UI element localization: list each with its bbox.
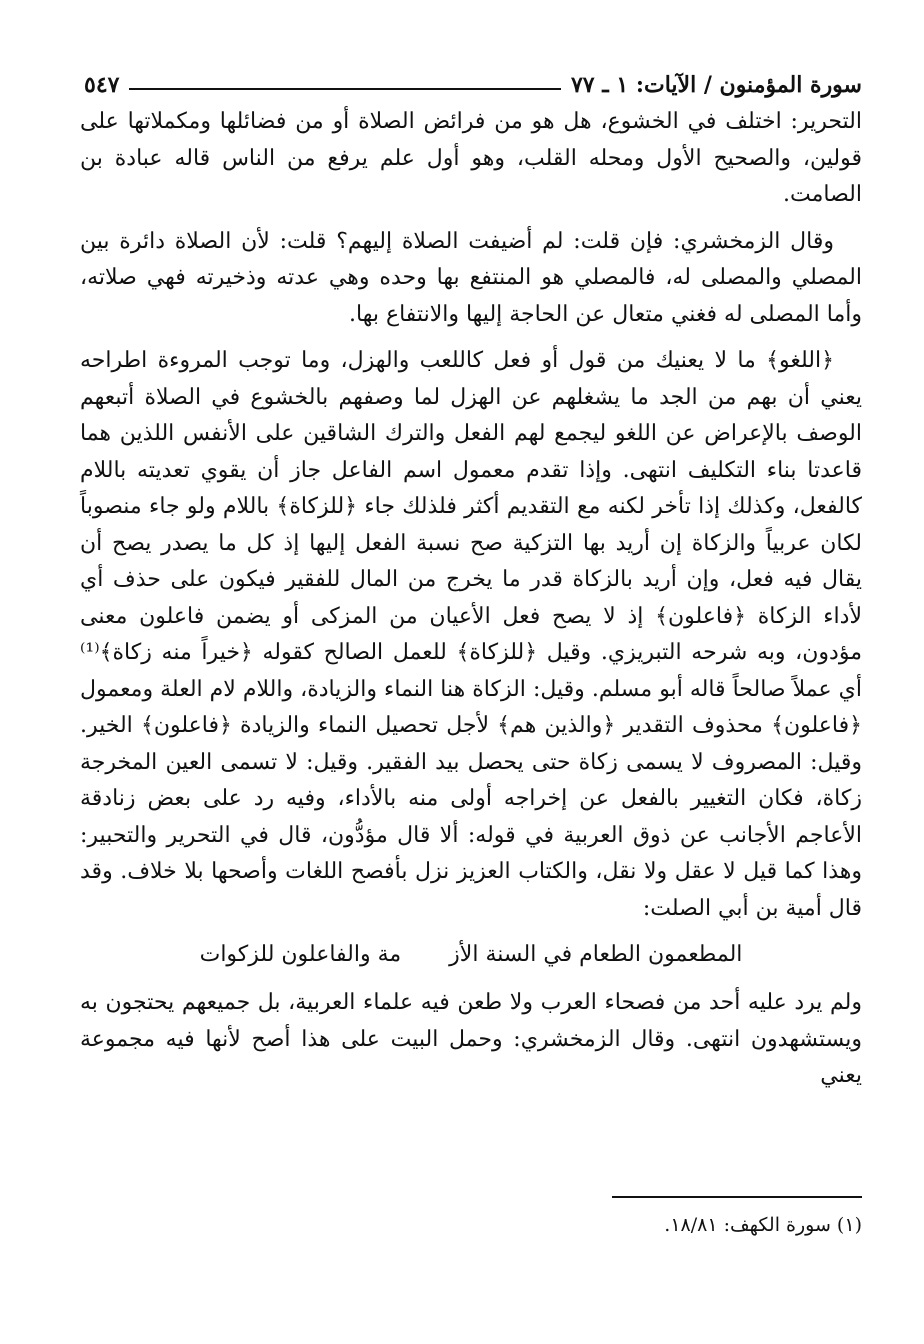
verse-second-hemistich: مة والفاعلون للزكوات xyxy=(199,942,402,967)
verse-first-hemistich: المطعمون الطعام في السنة الأز xyxy=(449,942,743,967)
footnote-rule xyxy=(612,1196,862,1198)
footnote: (١) سورة الكهف: ١٨/٨١. xyxy=(664,1214,862,1236)
paragraph-zamakhshari: وقال الزمخشري: فإن قلت: لم أضيفت الصلاة إليهم؟ قلت: لأن الصلاة دائرة بين المصلي والمصلى له، فالمصلي هو المنتفع بها وحده وهي عدته وذخيرته فهي صلاته، وأما المصلى له فغني متعال عن الحاجة إليها والانتفاع بها. xyxy=(80,228,862,327)
page-number: ٥٤٧ xyxy=(84,72,120,98)
poetry-verse xyxy=(80,937,862,973)
body-text xyxy=(80,104,862,1105)
running-header xyxy=(84,62,862,98)
header-rule xyxy=(129,88,561,90)
surah-title: سورة المؤمنون / الآيات: ١ ـ ٧٧ xyxy=(570,72,862,98)
paragraph-laghw: ﴿اللغو﴾ ما لا يعنيك من قول أو فعل كاللعب والهزل، وما توجب المروءة اطراحه يعني أن بهم من الجد ما يشغلهم عن الهزل لما وصفهم بالخشوع في الصلاة أتبعهم الوصف بالإعراض عن اللغو ليجمع لهم الفعل والترك الشاقين على الأنفس اللذين هما قاعدتا بناء التكليف انتهى. وإذا تقدم معمول اسم الفاعل جاز أن يقوي تعديته باللام كالفعل، وكذلك إذا تأخر لكنه مع التقديم أكثر فلذلك جاء ﴿للزكاة﴾ باللام ولو جاء منصوباً لكان عربياً والزكاة إن أريد بها التزكية صح نسبة الفعل إليها إذ كل ما يصدر يصح أن يقال فيه فعل، وإن أريد بالزكاة قدر ما يخرج من المال للفقير فيكون على حذف أي لأداء الزكاة ﴿فاعلون﴾ إذ لا يصح فعل الأعيان من المزكى أو يضمن فاعلون معنى مؤدون، وبه شرحه التبريزي. وقيل ﴿للزكاة﴾ للعمل الصالح كقوله ﴿خيراً منه زكاة﴾⁽¹⁾ أي عملاً صالحاً قاله أبو مسلم. وقيل: الزكاة هنا النماء والزيادة، واللام لام العلة ومعمول ﴿فاعلون﴾ محذوف التقدير ﴿والذين هم﴾ لأجل تحصيل النماء والزيادة ﴿فاعلون﴾ الخير. وقيل: المصروف لا يسمى زكاة حتى يحصل بيد الفقير. وقيل: لا تسمى العين المخرجة زكاة، فكان التغيير بالفعل عن إخراجه أولى منه بالأداء، وفيه رد على بعض زنادقة الأعاجم الأجانب عن ذوق العربية في قوله: ألا قال مؤدُّون، قال في التحرير والتحبير: وهذا كما قيل لا عقل ولا نقل، والكتاب العزيز نزل بأفصح اللغات وأصحها بلا خلاف. وقد قال أمية بن أبي الصلت: xyxy=(80,348,863,921)
paragraph-closing: ولم يرد عليه أحد من فصحاء العرب ولا طعن فيه علماء العربية، بل جميعهم يحتجون به ويستشهدون انتهى. وقال الزمخشري: وحمل البيت على هذا أصح لأنها فيه مجموعة يعني xyxy=(80,990,862,1088)
paragraph-tahrir: التحرير: اختلف في الخشوع، هل هو من فرائض الصلاة أو من فضائلها ومكملاتها على قولين، والصحيح الأول ومحله القلب، وهو أول علم يرفع من الناس قاله عبادة بن الصامت. xyxy=(80,109,862,207)
